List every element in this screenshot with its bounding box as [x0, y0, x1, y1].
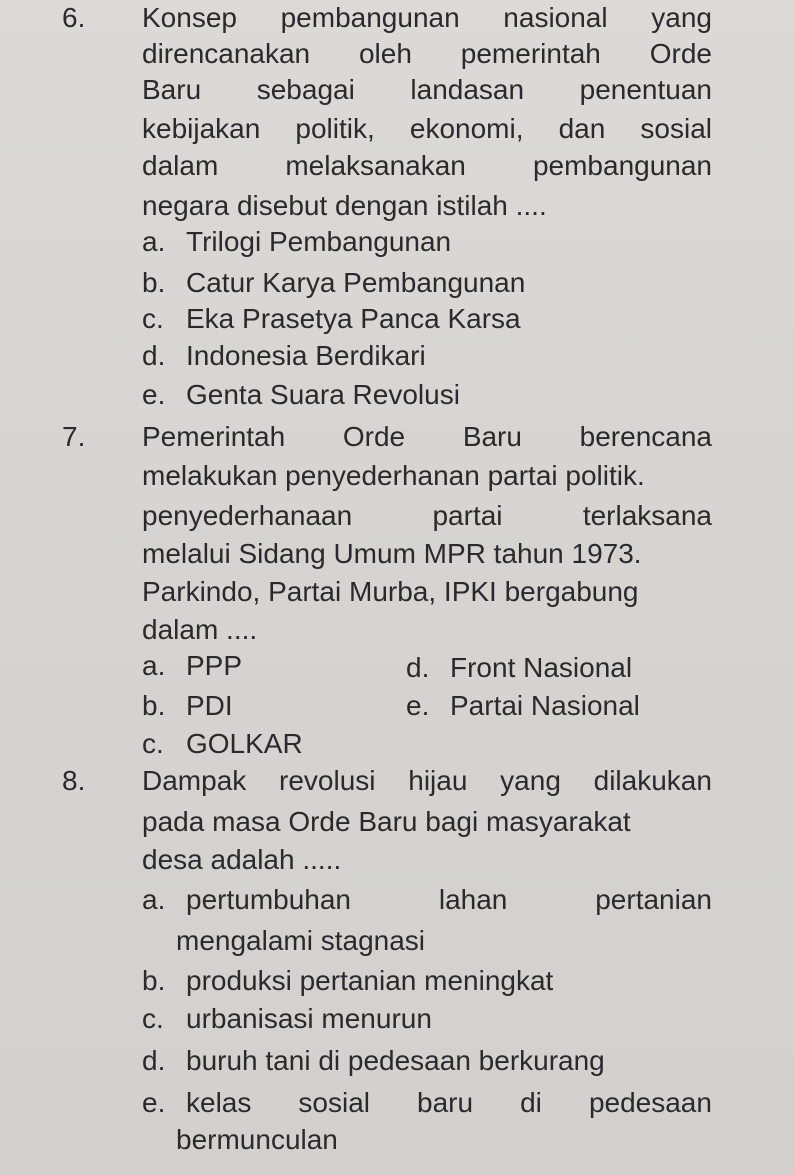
question-stem-line: dalam melaksanakan pembangunan [142, 150, 712, 181]
option-text: GOLKAR [186, 728, 303, 759]
option-text: Front Nasional [450, 652, 633, 683]
option-letter: d. [406, 652, 430, 683]
answer-option-e[interactable] [406, 690, 640, 722]
question-stem-line: negara disebut dengan istilah .... [142, 190, 547, 221]
question-stem-line: Pemerintah Orde Baru berencana [142, 421, 712, 452]
answer-option-d[interactable] [142, 340, 426, 372]
option-letter: b. [142, 690, 166, 721]
question-number: 6. [62, 2, 86, 33]
option-letter: b. [142, 965, 166, 996]
answer-option-c[interactable] [142, 1003, 432, 1035]
answer-option-b[interactable] [142, 690, 233, 722]
option-letter: a. [142, 884, 166, 915]
question-stem-line: desa adalah ..... [142, 844, 342, 875]
option-letter: d. [142, 340, 166, 371]
question-stem-line: Konsep pembangunan nasional yang [142, 2, 712, 33]
question-stem-line: Parkindo, Partai Murba, IPKI bergabung [142, 576, 639, 607]
option-letter: c. [142, 303, 164, 334]
option-letter: e. [142, 379, 166, 410]
question-stem-line: kebijakan politik, ekonomi, dan sosial [142, 113, 712, 144]
option-letter: c. [142, 728, 164, 759]
answer-option-a[interactable] [142, 884, 712, 916]
answer-option-e[interactable] [142, 379, 460, 411]
option-letter: e. [406, 690, 430, 721]
question-number: 7. [62, 421, 86, 452]
option-text: pertumbuhan lahan pertanian [186, 884, 712, 915]
answer-option-a[interactable] [142, 650, 242, 682]
question-stem-line: dalam .... [142, 614, 258, 645]
option-text: PDI [186, 690, 233, 721]
answer-option-b[interactable] [142, 267, 525, 299]
answer-option-d[interactable] [142, 1045, 605, 1077]
question-stem-line: Dampak revolusi hijau yang dilakukan [142, 765, 712, 796]
question-number: 8. [62, 765, 86, 796]
option-text: produksi pertanian meningkat [186, 965, 554, 996]
option-text-continuation: mengalami stagnasi [176, 925, 426, 956]
question-stem-line: Baru sebagai landasan penentuan [142, 74, 712, 105]
answer-option-a[interactable] [142, 226, 451, 258]
option-text: PPP [186, 650, 243, 681]
option-text: urbanisasi menurun [186, 1003, 432, 1034]
option-letter: c. [142, 1003, 164, 1034]
answer-option-c[interactable] [142, 728, 303, 760]
question-stem-line: pada masa Orde Baru bagi masyarakat [142, 806, 631, 837]
option-text: Genta Suara Revolusi [186, 379, 460, 410]
option-letter: a. [142, 226, 166, 257]
option-text-continuation: bermunculan [176, 1124, 338, 1155]
option-text: Indonesia Berdikari [186, 340, 426, 371]
answer-option-d[interactable] [406, 652, 632, 684]
question-stem-line: direncanakan oleh pemerintah Orde [142, 38, 712, 69]
answer-option-c[interactable] [142, 303, 521, 335]
option-letter: a. [142, 650, 166, 681]
question-stem-line: melalui Sidang Umum MPR tahun 1973. [142, 538, 642, 569]
option-text: Catur Karya Pembangunan [186, 267, 526, 298]
option-text: kelas sosial baru di pedesaan [186, 1087, 712, 1118]
option-text: Partai Nasional [450, 690, 640, 721]
question-stem-line: penyederhanaan partai terlaksana [142, 500, 712, 531]
question-stem-line: melakukan penyederhanan partai politik. [142, 460, 645, 491]
option-letter: b. [142, 267, 166, 298]
option-letter: e. [142, 1087, 166, 1118]
answer-option-b[interactable] [142, 965, 553, 997]
option-letter: d. [142, 1045, 166, 1076]
option-text: buruh tani di pedesaan berkurang [186, 1045, 605, 1076]
option-text: Trilogi Pembangunan [186, 226, 452, 257]
answer-option-e[interactable] [142, 1087, 712, 1119]
option-text: Eka Prasetya Panca Karsa [186, 303, 521, 334]
